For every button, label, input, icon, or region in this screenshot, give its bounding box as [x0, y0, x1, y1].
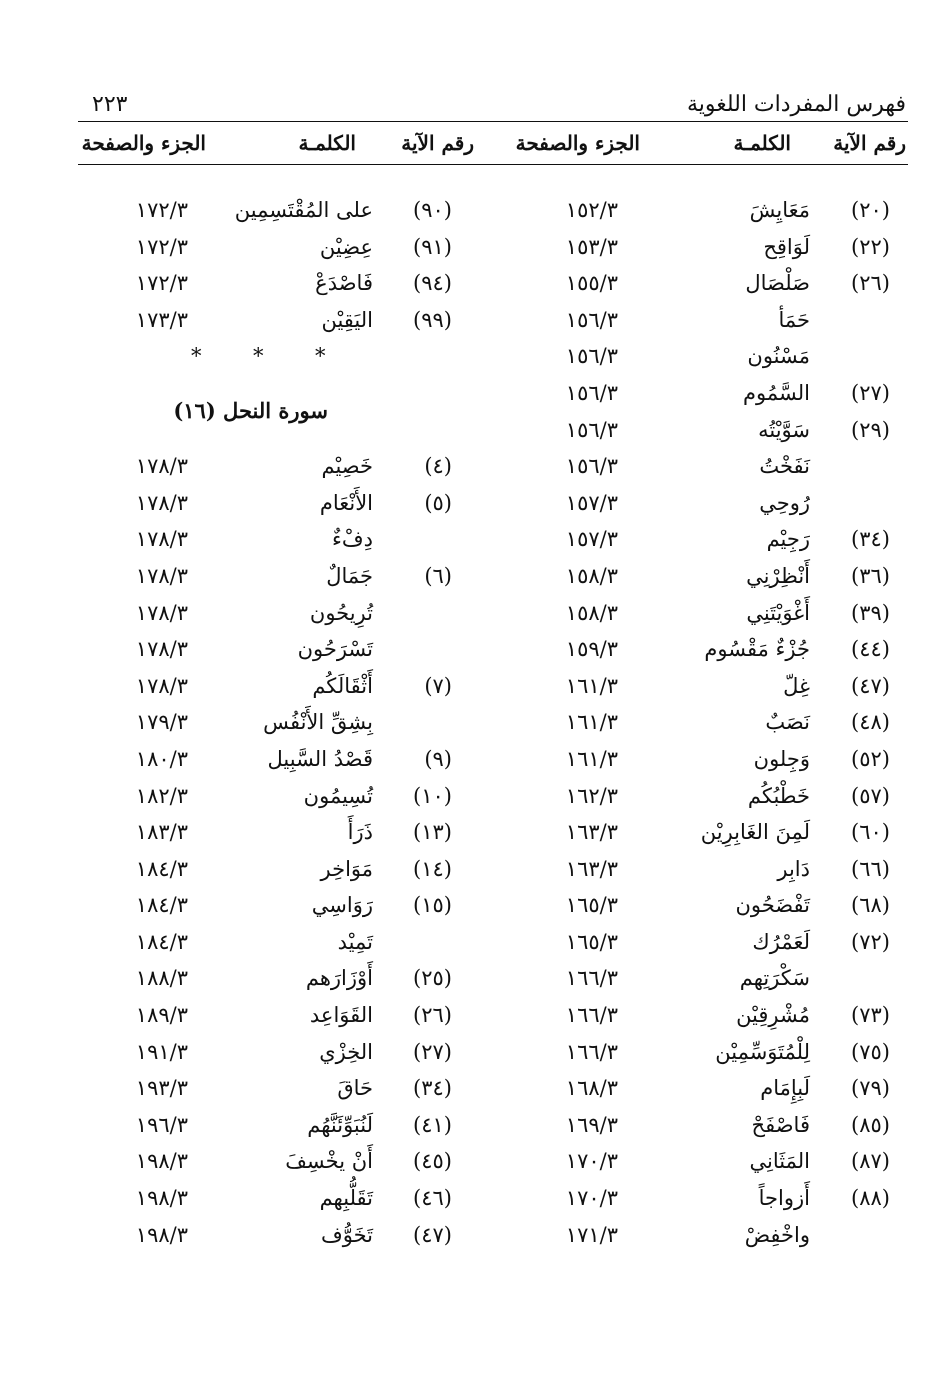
- page-reference: ١٦٦/٣: [565, 966, 618, 991]
- page-reference: ١٨٢/٣: [135, 783, 188, 808]
- index-row: [78, 631, 478, 668]
- verse-number: (١٣): [413, 820, 452, 845]
- verse-number: (٧): [424, 673, 452, 698]
- index-word: دَابِر: [777, 856, 810, 881]
- index-row: [480, 448, 910, 485]
- index-row: [78, 887, 478, 924]
- page-reference: ١٩٣/٣: [135, 1076, 188, 1101]
- page-reference: ١٦٥/٣: [565, 929, 618, 954]
- index-row: [78, 595, 478, 632]
- index-word: جُزْءٌ مَقْسُوم: [704, 637, 810, 662]
- index-row: [480, 192, 910, 229]
- surah-title: سورة النحل (١٦): [173, 397, 328, 423]
- index-word: لَنُبَوِّئَنَّهُم: [307, 1112, 373, 1137]
- verse-number: (٥٧): [851, 783, 890, 808]
- index-word: رَجِيْم: [766, 527, 810, 552]
- index-row: [78, 485, 478, 522]
- index-word: وَجِلون: [753, 746, 810, 771]
- index-word: سَوَّيْتُه: [758, 417, 810, 442]
- index-word: ذَرَأَ: [347, 820, 373, 845]
- page-reference: ١٧٨/٣: [135, 563, 188, 588]
- verse-number: (٦٠): [851, 820, 890, 845]
- index-word: تُسِيمُون: [303, 783, 373, 808]
- verse-number: (١٥): [413, 893, 452, 918]
- index-word: الخِزْي: [319, 1039, 373, 1064]
- verse-number: (٩٩): [413, 307, 452, 332]
- index-word: خَطْبُكُم: [747, 783, 810, 808]
- verse-number: (٤١): [413, 1112, 452, 1137]
- left-word-header: الكلمـة: [298, 131, 356, 155]
- page-reference: ١٥٧/٣: [565, 490, 618, 515]
- index-row: [480, 558, 910, 595]
- index-row: [480, 265, 910, 302]
- index-row: [78, 1217, 478, 1254]
- page-reference: ١٩٦/٣: [135, 1112, 188, 1137]
- index-row: [480, 997, 910, 1034]
- index-word: عِضِيْن: [319, 234, 373, 259]
- page-reference: ١٥٢/٣: [565, 198, 618, 222]
- verse-number: (٨٧): [851, 1149, 890, 1174]
- verse-number: (٢٧): [851, 380, 890, 405]
- page-reference: ١٥٦/٣: [565, 454, 618, 479]
- index-word: المَثَانِي: [749, 1149, 810, 1174]
- page-reference: ١٥٥/٣: [565, 271, 618, 296]
- index-word: تَقَلُّبِهم: [319, 1186, 373, 1211]
- page-reference: ١٦٣/٣: [565, 856, 618, 881]
- verse-number: (٢٧): [413, 1039, 452, 1064]
- verse-number: (٧٩): [851, 1076, 890, 1101]
- index-word: لَمِنَ الغَابِرِيْن: [700, 820, 810, 845]
- page-reference: ١٨٠/٣: [135, 746, 188, 771]
- verse-number: (٩٠): [413, 198, 452, 222]
- page-reference: ١٥٩/٣: [565, 637, 618, 662]
- page-reference: ١٥٨/٣: [565, 563, 618, 588]
- index-word: أَزواجاً: [758, 1186, 810, 1211]
- page-reference: ١٧٠/٣: [565, 1186, 618, 1211]
- index-word: الأَنْعَام: [319, 490, 373, 515]
- index-word: أَوْزَارَهم: [305, 966, 373, 991]
- index-word: تَمِيْد: [337, 929, 373, 954]
- index-row: [78, 521, 478, 558]
- verse-number: (٤٥): [413, 1149, 452, 1174]
- page-reference: ١٧١/٣: [565, 1222, 618, 1247]
- index-row: [78, 265, 478, 302]
- index-word: اليَقِيْن: [321, 307, 373, 332]
- index-word: خَصِيْم: [321, 454, 373, 479]
- index-row: [480, 412, 910, 449]
- page-reference: ١٧٢/٣: [135, 198, 188, 222]
- index-word: لِلْمُتَوَسِّمِيْن: [715, 1039, 810, 1064]
- verse-number: (٢٦): [851, 271, 890, 296]
- index-word: على المُقْتَسِمِين: [234, 198, 373, 222]
- separator-star: *: [253, 344, 264, 369]
- index-word: لَعَمْرُك: [752, 929, 810, 954]
- surah-row: [78, 375, 478, 448]
- index-row: [480, 1180, 910, 1217]
- verse-number: (٤٧): [413, 1222, 452, 1247]
- page-reference: ١٩٨/٣: [135, 1186, 188, 1211]
- index-word: غِلّ: [783, 673, 810, 698]
- page-reference: ١٩٨/٣: [135, 1149, 188, 1174]
- left-index-column: [78, 192, 478, 1253]
- index-word: حَاقَ: [337, 1076, 373, 1101]
- index-row: [480, 1034, 910, 1071]
- verse-number: (٨٨): [851, 1186, 890, 1211]
- index-row: [78, 1143, 478, 1180]
- page-reference: ١٨٣/٣: [135, 820, 188, 845]
- index-row: [480, 229, 910, 266]
- page-reference: ١٦١/٣: [565, 673, 618, 698]
- index-row: [480, 814, 910, 851]
- index-row: [78, 704, 478, 741]
- index-row: [78, 778, 478, 815]
- left-rows-after: [78, 448, 478, 1253]
- verse-number: (٧٢): [851, 929, 890, 954]
- page-reference: ١٦٦/٣: [565, 1003, 618, 1028]
- index-row: [480, 778, 910, 815]
- header-rule-top: [78, 121, 908, 122]
- page-reference: ١٩١/٣: [135, 1039, 188, 1064]
- verse-number: (٦٦): [851, 856, 890, 881]
- page-reference: ١٨٩/٣: [135, 1003, 188, 1028]
- left-page-header: الجزء والصفحة: [81, 131, 206, 155]
- verse-number: (٣٦): [851, 563, 890, 588]
- verse-number: (١٠): [413, 783, 452, 808]
- index-row: [78, 960, 478, 997]
- verse-number: (٤٨): [851, 710, 890, 735]
- index-row: [78, 851, 478, 888]
- index-word: حَمَأ: [778, 307, 810, 332]
- page-reference: ١٩٨/٣: [135, 1222, 188, 1247]
- running-title: فهرس المفردات اللغوية: [686, 92, 906, 117]
- right-word-header: الكلمـة: [733, 131, 791, 155]
- verse-number: (٦٨): [851, 893, 890, 918]
- page-reference: ١٦٨/٣: [565, 1076, 618, 1101]
- index-row: [78, 192, 478, 229]
- index-word: مَوَاخِر: [320, 856, 373, 881]
- page-reference: ١٧٣/٣: [135, 307, 188, 332]
- index-row: [480, 668, 910, 705]
- verse-number: (٣٤): [851, 527, 890, 552]
- verse-number: (٣٤): [413, 1076, 452, 1101]
- verse-number: (٢٩): [851, 417, 890, 442]
- verse-number: (٢٥): [413, 966, 452, 991]
- left-rows-before: [78, 192, 478, 338]
- index-row: [480, 924, 910, 961]
- index-row: [480, 887, 910, 924]
- index-word: بِشِقِّ الأَنْفُس: [263, 710, 373, 735]
- index-row: [78, 1107, 478, 1144]
- verse-number: (٢٢): [851, 234, 890, 259]
- verse-number: (٩٤): [413, 271, 452, 296]
- index-row: [78, 668, 478, 705]
- index-row: [78, 229, 478, 266]
- index-word: دِفْءٌ: [332, 527, 373, 552]
- index-row: [78, 997, 478, 1034]
- index-row: [480, 960, 910, 997]
- index-word: نَصَبٌ: [765, 710, 810, 735]
- index-row: [480, 741, 910, 778]
- index-row: [78, 448, 478, 485]
- verse-number: (٣٩): [851, 600, 890, 625]
- page-reference: ١٥٦/٣: [565, 344, 618, 369]
- index-word: نَفَخْتُ: [759, 454, 810, 479]
- index-row: [480, 1070, 910, 1107]
- index-word: القَوَاعِد: [309, 1003, 373, 1028]
- index-word: واخْفِضْ: [744, 1222, 810, 1247]
- verse-number: (٢٦): [413, 1003, 452, 1028]
- page-reference: ١٥٦/٣: [565, 307, 618, 332]
- index-word: لَبِإِمَام: [760, 1076, 810, 1101]
- verse-number: (٤٧): [851, 673, 890, 698]
- page-reference: ١٥٧/٣: [565, 527, 618, 552]
- verse-number: (٥): [424, 490, 452, 515]
- page-reference: ١٧٨/٣: [135, 454, 188, 479]
- index-word: فَاصْدَعْ: [315, 271, 373, 296]
- page-reference: ١٨٤/٣: [135, 893, 188, 918]
- index-row: [480, 375, 910, 412]
- index-word: أَنْظِرْنِي: [746, 563, 810, 588]
- index-word: تَخَوُّف: [320, 1222, 373, 1247]
- index-word: لَوَاقِح: [763, 234, 810, 259]
- page-reference: ١٧٢/٣: [135, 234, 188, 259]
- index-row: [480, 704, 910, 741]
- index-row: [480, 302, 910, 339]
- page-reference: ١٦٩/٣: [565, 1112, 618, 1137]
- page-number: ٢٢٣: [92, 92, 128, 117]
- right-page-header: الجزء والصفحة: [515, 131, 640, 155]
- index-row: [78, 558, 478, 595]
- page-reference: ١٥٦/٣: [565, 380, 618, 405]
- index-row: [78, 814, 478, 851]
- verse-number: (٧٥): [851, 1039, 890, 1064]
- index-word: أَنْ يخْسِفَ: [285, 1149, 373, 1174]
- index-row: [480, 631, 910, 668]
- index-word: السَّمُوم: [743, 380, 810, 405]
- index-row: [480, 1107, 910, 1144]
- index-word: تُرِيحُون: [309, 600, 373, 625]
- index-word: تَفْضَحُون: [735, 893, 810, 918]
- verse-number: (١٤): [413, 856, 452, 881]
- page-reference: ١٧٨/٣: [135, 600, 188, 625]
- separator-star: *: [191, 344, 202, 369]
- page-reference: ١٦٥/٣: [565, 893, 618, 918]
- left-verse-header: رقم الآية: [401, 131, 474, 155]
- page-reference: ١٨٤/٣: [135, 856, 188, 881]
- index-row: [480, 1143, 910, 1180]
- verse-number: (٦): [424, 563, 452, 588]
- index-row: [78, 1180, 478, 1217]
- page-reference: ١٦١/٣: [565, 710, 618, 735]
- page-reference: ١٥٣/٣: [565, 234, 618, 259]
- page-reference: ١٦١/٣: [565, 746, 618, 771]
- page-reference: ١٥٨/٣: [565, 600, 618, 625]
- verse-number: (٢٠): [851, 198, 890, 222]
- verse-number: (٥٢): [851, 746, 890, 771]
- page-reference: ١٨٨/٣: [135, 966, 188, 991]
- index-word: فَاصْفَحْ: [751, 1112, 810, 1137]
- header-rule-bottom: [78, 164, 908, 165]
- index-word: رُوحِي: [759, 490, 810, 515]
- page-reference: ١٧٨/٣: [135, 527, 188, 552]
- verse-number: (٤٦): [413, 1186, 452, 1211]
- right-index-column: [480, 192, 910, 1253]
- page-reference: ١٧٨/٣: [135, 673, 188, 698]
- page-reference: ١٥٦/٣: [565, 417, 618, 442]
- verse-number: (٩١): [413, 234, 452, 259]
- verse-number: (٩): [424, 746, 452, 771]
- index-row: [78, 1070, 478, 1107]
- index-row: [78, 1034, 478, 1071]
- index-word: أَغْوَيْتَنِي: [746, 600, 810, 625]
- verse-number: (٤): [424, 454, 452, 479]
- index-word: مُشْرِقِيْن: [736, 1003, 810, 1028]
- index-row: [480, 521, 910, 558]
- index-row: [78, 741, 478, 778]
- index-row: [480, 1217, 910, 1254]
- index-word: مَسْنُون: [747, 344, 810, 369]
- page-reference: ١٧٩/٣: [135, 710, 188, 735]
- page-reference: ١٦٣/٣: [565, 820, 618, 845]
- page-reference: ١٨٤/٣: [135, 929, 188, 954]
- verse-number: (٧٣): [851, 1003, 890, 1028]
- index-row: [78, 302, 478, 339]
- page-reference: ١٧٠/٣: [565, 1149, 618, 1174]
- index-row: [480, 851, 910, 888]
- page-reference: ١٦٦/٣: [565, 1039, 618, 1064]
- index-word: قَصْدُ السَّبِيل: [267, 746, 373, 771]
- index-word: رَوَاسِي: [311, 893, 373, 918]
- index-row: [480, 338, 910, 375]
- separator-star: *: [315, 344, 326, 369]
- page-reference: ١٧٨/٣: [135, 637, 188, 662]
- index-row: [480, 595, 910, 632]
- index-row: [480, 485, 910, 522]
- index-word: صَلْصَال: [745, 271, 810, 296]
- index-word: مَعَايِشَ: [749, 198, 810, 222]
- index-word: جَمَالٌ: [326, 563, 373, 588]
- verse-number: (٤٤): [851, 637, 890, 662]
- separator-row: [78, 338, 478, 375]
- page-reference: ١٧٨/٣: [135, 490, 188, 515]
- index-word: تَسْرَحُون: [297, 637, 373, 662]
- index-row: [78, 924, 478, 961]
- verse-number: (٨٥): [851, 1112, 890, 1137]
- page-reference: ١٧٢/٣: [135, 271, 188, 296]
- right-verse-header: رقم الآية: [833, 131, 906, 155]
- index-word: سَكْرَتِهم: [739, 966, 810, 991]
- page-reference: ١٦٢/٣: [565, 783, 618, 808]
- index-word: أَثْقَالَكُم: [312, 673, 373, 698]
